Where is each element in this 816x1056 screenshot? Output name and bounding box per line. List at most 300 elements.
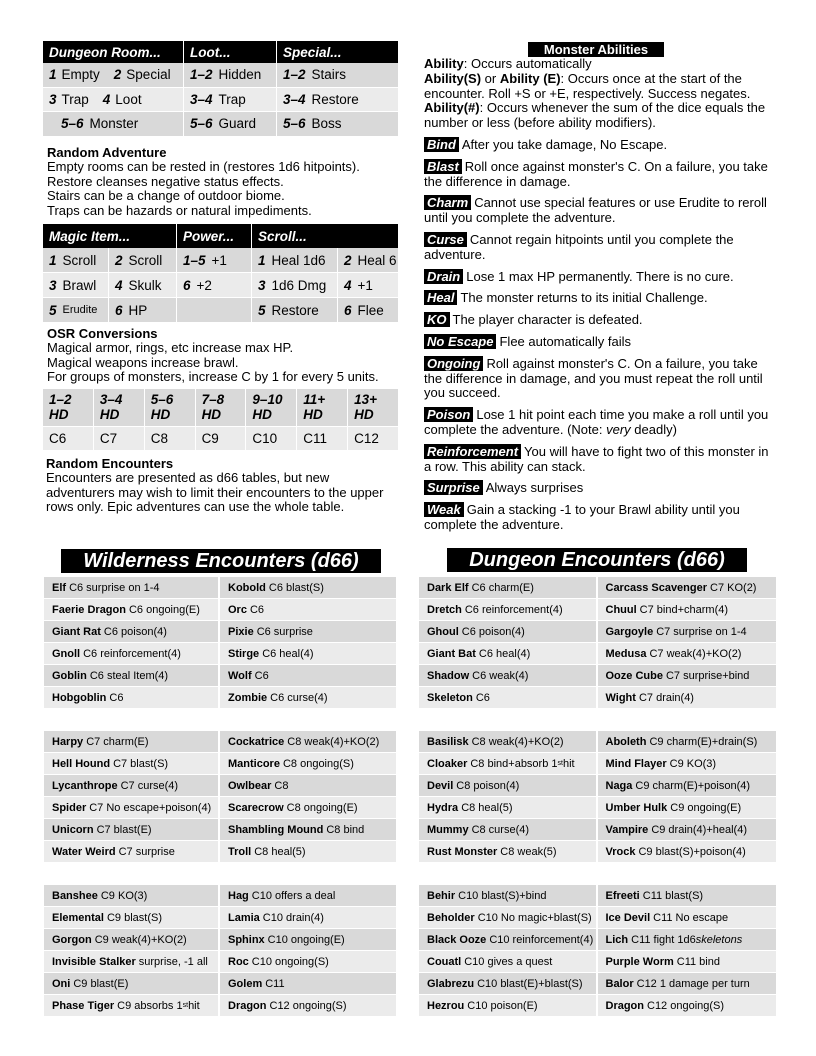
ability-item	[424, 408, 769, 438]
die-roll: 5	[258, 302, 266, 318]
table-cell	[43, 88, 184, 113]
cell-text: 1d6 Dmg	[271, 277, 327, 293]
monster-name: Unicorn	[52, 823, 94, 836]
monster-name: Faerie Dragon	[52, 603, 126, 616]
cell-text: Stairs	[311, 67, 347, 83]
die-roll: 6	[344, 302, 352, 318]
monster-name: Golem	[228, 977, 263, 990]
table-cell	[177, 298, 252, 323]
cell-text: Flee	[357, 302, 384, 318]
ability-intro-line	[424, 101, 769, 131]
encounter-entry	[220, 665, 396, 687]
ability-item	[424, 160, 769, 190]
ordinal-suffix: st	[182, 1002, 189, 1009]
monster-stats: C11 bind	[676, 955, 720, 968]
monster-name: Behir	[427, 889, 456, 902]
monster-stats: C9 charm(E)+drain(S)	[649, 735, 758, 748]
monster-name: Gnoll	[52, 647, 81, 660]
ability-desc: Always surprises	[485, 480, 584, 496]
die-roll: 3	[258, 277, 266, 293]
monster-name: Rust Monster	[427, 845, 498, 858]
hd-range: 5–6	[150, 392, 174, 407]
encounter-entry	[220, 841, 396, 863]
cell-text: Heal 6	[357, 252, 397, 268]
table-cell	[338, 273, 399, 298]
monster-name: Vampire	[605, 823, 649, 836]
monster-stats: C10 drain(4)	[262, 911, 324, 924]
encounter-entry	[598, 665, 777, 687]
encounter-entry	[598, 643, 777, 665]
cell-text: Skulk	[128, 277, 162, 293]
monster-name: Kobold	[228, 581, 266, 594]
table-cell	[177, 248, 252, 273]
text-line: adventurers may wish to limit their encounters to the upper	[46, 484, 384, 500]
table-cell	[338, 298, 399, 323]
hd-header	[246, 389, 297, 427]
encounter-entry	[44, 577, 220, 599]
table-header: Special...	[277, 41, 399, 63]
monster-name: Water Weird	[52, 845, 116, 858]
monster-stats: C6 curse(4)	[270, 691, 328, 704]
monster-name: Dragon	[605, 999, 644, 1012]
monster-stats: hit	[562, 757, 575, 770]
die-roll: 5–6	[283, 116, 306, 132]
monster-stats: C9 charm(E)+poison(4)	[635, 779, 751, 792]
encounter-entry	[598, 687, 777, 709]
monster-name: Manticore	[228, 757, 280, 770]
table-cell	[43, 298, 109, 323]
ability-desc: Lose 1 max HP permanently. There is no cure.	[466, 268, 734, 284]
monster-stats: C9 weak(4)+KO(2)	[94, 933, 187, 946]
ability-text: : Occurs whenever the sum of the dice equals the number or less (before ability modifiers).	[424, 100, 766, 131]
monster-name: Beholder	[427, 911, 475, 924]
encounter-entry	[44, 731, 220, 753]
monster-name: Glabrezu	[427, 977, 475, 990]
encounter-block	[44, 731, 396, 863]
text-line: Traps can be hazards or natural impediments.	[47, 202, 312, 218]
ability-tag: KO	[424, 312, 450, 327]
cell-text: Brawl	[62, 277, 97, 293]
ability-desc: Lose 1 hit point each time you make a roll until you complete the adventure. (Note:	[424, 407, 769, 437]
monster-name: Ice Devil	[605, 911, 651, 924]
ability-desc: You will have to fight two of this monster in a row. This ability can stack.	[424, 443, 769, 474]
monster-stats: C7 surprise+bind	[665, 669, 750, 682]
die-roll: 2	[113, 67, 122, 83]
encounter-entry	[419, 973, 598, 995]
cell-text: Scroll	[128, 252, 163, 268]
monster-name: Medusa	[605, 647, 647, 660]
hd-header	[297, 389, 348, 427]
encounter-entry	[44, 775, 220, 797]
random-encounters-text	[46, 471, 416, 515]
monster-name: Dark Elf	[427, 581, 469, 594]
monster-stats: C7 blast(E)	[96, 823, 152, 836]
monster-name: Dragon	[228, 999, 267, 1012]
encounter-entry	[419, 621, 598, 643]
monster-name: Umber Hulk	[605, 801, 668, 814]
ability-term: Ability	[424, 56, 464, 71]
encounter-entry	[44, 995, 220, 1017]
osr-text	[47, 341, 407, 385]
monster-name: Troll	[228, 845, 252, 858]
osr-section	[47, 326, 407, 385]
monster-name: Harpy	[52, 735, 84, 748]
monster-name: Balor	[605, 977, 634, 990]
encounter-entry	[598, 841, 777, 863]
die-roll: 1	[258, 252, 266, 268]
cell-text: Boss	[311, 116, 342, 132]
monster-stats: C6 ongoing(E)	[128, 603, 200, 616]
monster-stats: C7 blast(S)	[113, 757, 169, 770]
encounter-entry	[44, 687, 220, 709]
ability-list	[424, 138, 769, 533]
monster-name: Scarecrow	[228, 801, 284, 814]
monster-stats: C10 reinforcement(4)	[489, 933, 594, 946]
monster-name: Mummy	[427, 823, 469, 836]
monster-stats: C8 heal(5)	[461, 801, 513, 814]
monster-stats: C8 bind+absorb 1	[470, 757, 558, 770]
encounter-entry	[419, 907, 598, 929]
encounter-entry	[419, 687, 598, 709]
monster-name: Skeleton	[427, 691, 473, 704]
encounter-entry	[419, 929, 598, 951]
encounter-entry	[44, 819, 220, 841]
monster-stats: C6 weak(4)	[472, 669, 529, 682]
table-cell	[43, 273, 109, 298]
table-header: Power...	[177, 224, 252, 248]
hd-unit: HD	[49, 407, 69, 422]
encounter-entry	[419, 731, 598, 753]
monster-name: Wolf	[228, 669, 252, 682]
room-table	[43, 41, 399, 137]
ability-tag: Surprise	[424, 480, 483, 495]
encounter-entry	[44, 621, 220, 643]
monster-abilities-title: Monster Abilities	[528, 42, 664, 57]
monster-stats: C6 heal(4)	[262, 647, 314, 660]
monster-name: Oni	[52, 977, 71, 990]
monster-name: Phase Tiger	[52, 999, 115, 1012]
ability-tag: Blast	[424, 159, 462, 174]
monster-name: Invisible Stalker	[52, 955, 136, 968]
hd-range: 1–2	[49, 392, 72, 407]
hd-header	[145, 389, 196, 427]
monster-name: Lamia	[228, 911, 260, 924]
encounter-entry	[44, 665, 220, 687]
monster-stats: C6 blast(S)	[268, 581, 324, 594]
monster-stats: C9 blast(S)+poison(4)	[638, 845, 746, 858]
encounter-entry	[419, 599, 598, 621]
monster-stats: C7 weak(4)+KO(2)	[649, 647, 742, 660]
encounter-entry	[419, 643, 598, 665]
die-roll: 4	[344, 277, 352, 293]
ability-tag: Reinforcement	[424, 444, 521, 459]
monster-stats: C6	[249, 603, 265, 616]
ability-item	[424, 335, 769, 350]
monster-name: Spider	[52, 801, 87, 814]
encounter-entry	[220, 951, 396, 973]
encounter-entry	[419, 819, 598, 841]
cell-text: Empty	[61, 67, 100, 83]
monster-name: Elf	[52, 581, 67, 594]
monster-name: Lycanthrope	[52, 779, 118, 792]
encounter-entry	[220, 819, 396, 841]
ability-item	[424, 270, 769, 285]
ability-item	[424, 138, 769, 153]
ability-desc: Flee automatically fails	[499, 333, 631, 349]
ability-item	[424, 291, 769, 306]
table-header: Magic Item...	[43, 224, 177, 248]
text-line: Empty rooms can be rested in (restores 1d6 hitpoints).	[47, 159, 360, 174]
text-line: Magical weapons increase brawl.	[47, 354, 239, 370]
text-line: Magical armor, rings, etc increase max HP.	[47, 340, 294, 355]
hd-unit: HD	[354, 407, 374, 422]
hd-header	[43, 389, 94, 427]
monster-stats: C6 reinforcement(4)	[464, 603, 563, 616]
monster-stats: C10 blast(E)+blast(S)	[477, 977, 583, 990]
encounter-entry	[419, 665, 598, 687]
ability-tag: Poison	[424, 407, 473, 422]
encounter-entry	[220, 753, 396, 775]
random-adventure-title: Random Adventure	[47, 145, 167, 160]
cell-text: Restore	[271, 302, 319, 318]
monster-stats: C8 ongoing(E)	[286, 801, 358, 814]
monster-stats: C6 surprise	[256, 625, 313, 638]
monster-stats-em: skeletons	[695, 933, 743, 946]
ability-tag: No Escape	[424, 334, 496, 349]
table-cell	[277, 112, 399, 137]
cell-text: Restore	[311, 91, 359, 107]
ability-term: Ability(S)	[424, 70, 482, 86]
die-roll: 1	[49, 67, 57, 83]
encounter-entry	[598, 577, 777, 599]
cell-text: Special	[126, 67, 171, 83]
cell-text: +1	[357, 277, 373, 293]
die-roll: 5	[49, 302, 57, 318]
table-cell	[252, 298, 338, 323]
monster-stats: C10 offers a deal	[251, 889, 336, 902]
die-roll: 5–6	[190, 116, 213, 132]
text-line: Stairs can be a change of outdoor biome.	[47, 188, 285, 203]
die-roll: 3–4	[283, 91, 306, 107]
monster-stats: C6 reinforcement(4)	[83, 647, 181, 660]
encounter-block	[419, 731, 776, 863]
die-roll: 3	[49, 277, 57, 293]
monster-name: Black Ooze	[427, 933, 487, 946]
ability-tag: Bind	[424, 137, 459, 152]
cell-text: Monster	[89, 116, 139, 132]
cell-text: Scroll	[62, 252, 97, 268]
monster-name: Hobgoblin	[52, 691, 107, 704]
table-cell	[252, 248, 338, 273]
monster-stats: C12 ongoing(S)	[269, 999, 347, 1012]
table-cell	[109, 298, 177, 323]
hd-range: 11+	[303, 392, 326, 407]
monster-stats: C11 fight 1d6	[631, 933, 696, 946]
hd-unit: HD	[150, 407, 171, 422]
ability-term: Ability(#)	[424, 100, 480, 116]
ability-desc: Cannot use special features or use Erudite to reroll until you complete the adventure.	[424, 195, 767, 226]
monster-name: Giant Bat	[427, 647, 476, 660]
encounter-entry	[44, 841, 220, 863]
ability-desc: Gain a stacking -1 to your Brawl ability until you complete the adventure.	[424, 502, 740, 532]
die-roll: 1–2	[190, 67, 213, 83]
monster-stats: C7 charm(E)	[86, 735, 149, 748]
monster-stats: C9 KO(3)	[669, 757, 717, 770]
cell-text: HP	[128, 302, 148, 318]
die-roll: 5–6	[61, 116, 84, 132]
die-roll: 4	[115, 277, 123, 293]
monster-stats: C10 blast(S)+bind	[458, 889, 547, 902]
ability-tag: Curse	[424, 232, 467, 247]
monster-stats: C8 poison(4)	[456, 779, 520, 792]
ability-tag: Heal	[424, 290, 457, 305]
table-header: Loot...	[184, 41, 277, 63]
ability-desc: Roll against monster's C. On a failure, you take the difference in damage, and you must repeat the roll until you succeed.	[424, 355, 763, 401]
monster-stats: C7 bind+charm(4)	[639, 603, 729, 616]
cell-text: Trap	[218, 91, 246, 107]
ability-item	[424, 503, 769, 533]
random-adventure-text	[47, 160, 407, 218]
die-roll: 3–4	[190, 91, 213, 107]
monster-stats: C10 poison(E)	[467, 999, 538, 1012]
text-line: For groups of monsters, increase C by 1 for every 5 units.	[47, 369, 379, 384]
monster-name: Hezrou	[427, 999, 465, 1012]
encounter-entry	[220, 577, 396, 599]
monster-name: Banshee	[52, 889, 98, 902]
monster-stats: C9 absorbs 1	[117, 999, 183, 1012]
hd-header	[348, 389, 399, 427]
monster-stats: C8 ongoing(S)	[282, 757, 354, 770]
encounter-entry	[220, 621, 396, 643]
monster-stats: hit	[188, 999, 200, 1012]
table-cell	[109, 273, 177, 298]
monster-name: Lich	[605, 933, 629, 946]
monster-name: Cloaker	[427, 757, 468, 770]
monster-name: Purple Worm	[605, 955, 674, 968]
encounter-entry	[220, 599, 396, 621]
encounter-entry	[44, 599, 220, 621]
monster-stats: C8 weak(4)+KO(2)	[471, 735, 564, 748]
osr-title: OSR Conversions	[47, 326, 158, 341]
monster-stats: C7 surprise on 1-4	[656, 625, 747, 638]
monster-stats: C9 drain(4)+heal(4)	[651, 823, 747, 836]
monster-stats: C7 No escape+poison(4)	[89, 801, 212, 814]
hd-unit: HD	[99, 407, 120, 422]
ability-desc: After you take damage, No Escape.	[461, 136, 668, 152]
ability-intro-line	[424, 72, 769, 102]
ability-tag: Ongoing	[424, 356, 483, 371]
cell-text: Guard	[218, 116, 257, 132]
monster-name: Zombie	[228, 691, 268, 704]
encounter-entry	[419, 577, 598, 599]
monster-name: Mind Flayer	[605, 757, 667, 770]
monster-name: Orc	[228, 603, 247, 616]
cell-text: Hidden	[218, 67, 262, 83]
ability-text: : Occurs once at the start of the encounter. Roll +S or +E, respectively. Success negates.	[424, 70, 751, 101]
monster-stats: C6 charm(E)	[471, 581, 534, 594]
hd-unit: HD	[303, 407, 323, 422]
monster-name: Basilisk	[427, 735, 469, 748]
encounter-entry	[598, 951, 777, 973]
ability-tag: Weak	[424, 502, 464, 517]
monster-stats: C9 ongoing(E)	[670, 801, 742, 814]
monster-name: Goblin	[52, 669, 87, 682]
monster-stats: C6	[109, 691, 124, 704]
table-cell	[277, 63, 399, 88]
ordinal-suffix: st	[557, 760, 563, 767]
die-roll: 1	[49, 252, 57, 268]
monster-name: Couatl	[427, 955, 462, 968]
monster-name: Hydra	[427, 801, 459, 814]
die-roll: 2	[115, 252, 123, 268]
random-adventure-section	[47, 145, 407, 218]
monster-name: Stirge	[228, 647, 260, 660]
encounter-entry	[220, 731, 396, 753]
encounter-entry	[419, 885, 598, 907]
encounter-block	[44, 577, 396, 709]
monster-name: Cockatrice	[228, 735, 285, 748]
monster-stats: C8	[274, 779, 289, 792]
monster-stats: C8 weak(5)	[500, 845, 557, 858]
encounter-entry	[44, 753, 220, 775]
ability-item	[424, 233, 769, 263]
ability-text: or	[481, 70, 500, 86]
table-cell	[177, 273, 252, 298]
cell-text: Erudite	[62, 304, 98, 316]
encounter-entry	[419, 951, 598, 973]
hd-unit: HD	[201, 407, 222, 422]
table-cell	[43, 112, 184, 137]
ability-text: : Occurs automatically	[463, 56, 592, 71]
encounter-entry	[44, 929, 220, 951]
monster-name: Chuul	[605, 603, 637, 616]
monster-stats: C6	[475, 691, 490, 704]
hd-value: C6	[43, 427, 94, 451]
encounter-entry	[419, 775, 598, 797]
encounter-entry	[220, 775, 396, 797]
encounter-entry	[598, 599, 777, 621]
monster-name: Efreeti	[605, 889, 640, 902]
ability-desc: Cannot regain hitpoints until you complete the adventure.	[424, 231, 734, 262]
encounter-entry	[598, 995, 777, 1017]
text-line: Restore cleanses negative status effects.	[47, 173, 284, 189]
ability-intro	[424, 57, 769, 131]
monster-name: Pixie	[228, 625, 254, 638]
die-roll: 4	[102, 91, 111, 107]
monster-name: Hell Hound	[52, 757, 111, 770]
monster-name: Ooze Cube	[605, 669, 663, 682]
cell-text: Loot	[115, 91, 142, 107]
encounter-entry	[220, 995, 396, 1017]
encounter-entry	[44, 907, 220, 929]
hd-value: C10	[246, 427, 297, 451]
ability-term: Ability (E)	[499, 70, 561, 86]
monster-stats: C7 drain(4)	[638, 691, 694, 704]
monster-stats: C10 ongoing(S)	[251, 955, 329, 968]
random-encounters-section	[46, 456, 416, 515]
table-cell	[43, 63, 184, 88]
encounter-entry	[419, 995, 598, 1017]
cell-text: Heal 1d6	[271, 252, 326, 268]
encounter-entry	[598, 973, 777, 995]
ability-item	[424, 445, 769, 475]
encounter-entry	[598, 797, 777, 819]
encounter-entry	[598, 929, 777, 951]
hd-value: C8	[145, 427, 196, 451]
encounter-entry	[44, 797, 220, 819]
monster-stats: C10 ongoing(E)	[267, 933, 345, 946]
hd-table	[43, 389, 399, 451]
